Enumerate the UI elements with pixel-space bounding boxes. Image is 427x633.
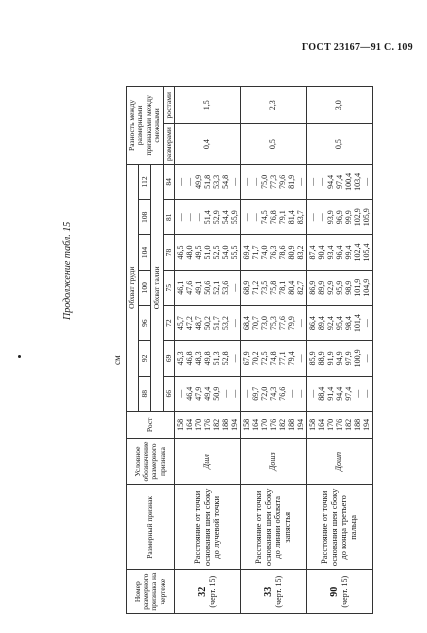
girth-column-value: 75,3: [268, 316, 278, 331]
girth-column-value: —: [361, 389, 371, 398]
girth-column-value: 104,9: [361, 278, 371, 297]
girth-column-value: —: [286, 389, 296, 398]
col-header-designation: Условное обозначение размерного признака: [127, 438, 175, 484]
girth-column: [240, 270, 306, 305]
girth-column-value: 93,9: [325, 210, 335, 225]
girth-column-value: —: [229, 177, 239, 186]
girth-column-value: 46,1: [175, 280, 185, 295]
girth-column-value: 94,4: [325, 174, 335, 189]
girth-column-value: 67,9: [241, 351, 251, 366]
girth-column-value: —: [361, 177, 371, 186]
girth-column-value: 85,9: [307, 351, 317, 366]
girth-column-value: 92,4: [325, 316, 335, 331]
girth-column-value: —: [250, 213, 260, 222]
feature-designation: Дошп: [306, 438, 372, 484]
girth-column-value: 46,8: [184, 351, 194, 366]
col-header-chest-girth: Обхват груди: [127, 164, 139, 411]
unit-label: см: [112, 355, 122, 365]
girth-column-value: 74,0: [259, 245, 269, 260]
girth-column-value: 86,9: [307, 280, 317, 295]
girth-column-value: 48,3: [193, 351, 203, 366]
height-list: [306, 411, 372, 438]
height-list-value: 164: [184, 418, 194, 431]
girth-column-value: 51,3: [211, 351, 221, 366]
girth-column-value: 53,2: [220, 316, 230, 331]
girth-column-value: 91,4: [325, 386, 335, 401]
girth-column-value: 100,9: [352, 349, 362, 368]
girth-column-value: 76,6: [277, 386, 287, 401]
girth-column-value: —: [175, 177, 185, 186]
waist-value: 75: [163, 270, 174, 305]
girth-column-value: —: [295, 319, 305, 328]
girth-column-value: 54,0: [220, 245, 230, 260]
girth-column-value: 100,4: [343, 172, 353, 191]
girth-column-value: 76,8: [268, 210, 278, 225]
feature-designation: Дшл: [174, 438, 240, 484]
girth-column-value: 68,4: [241, 316, 251, 331]
girth-column-value: —: [361, 319, 371, 328]
girth-column-value: 45,3: [175, 351, 185, 366]
girth-column-value: 50,2: [202, 316, 212, 331]
height-list-value: 194: [229, 418, 239, 431]
girth-column: [174, 376, 240, 411]
height-list: [174, 411, 240, 438]
girth-column-value: 52,1: [211, 280, 221, 295]
girth-column: [306, 270, 372, 305]
girth-column-value: 98,9: [343, 280, 353, 295]
girth-column-value: —: [193, 213, 203, 222]
girth-column-value: 101,9: [352, 278, 362, 297]
girth-column-value: 96,4: [334, 245, 344, 260]
girth-column: [306, 341, 372, 376]
girth-column-value: 69,4: [241, 245, 251, 260]
girth-column-value: —: [220, 389, 230, 398]
girth-column-value: 49,8: [202, 351, 212, 366]
feature-number-value: 33: [263, 586, 275, 597]
girth-column-value: 101,4: [352, 314, 362, 333]
girth-column-value: —: [229, 389, 239, 398]
girth-column-value: 47,6: [184, 280, 194, 295]
girth-column-value: 46,4: [184, 386, 194, 401]
feature-number-value: 32: [197, 586, 209, 597]
feature-number: [306, 570, 372, 614]
waist-value: 78: [163, 235, 174, 270]
height-list-value: 176: [334, 418, 344, 431]
girth-column-value: 55,5: [229, 245, 239, 260]
girth-column-value: 105,9: [361, 208, 371, 227]
girth-column-value: 82,7: [295, 280, 305, 295]
difference-size: 0,4: [174, 124, 240, 164]
girth-column: [306, 164, 372, 199]
girth-column-value: 71,2: [250, 280, 260, 295]
table-row: [174, 87, 240, 614]
feature-drawing-ref: (черт. 15): [273, 575, 283, 608]
girth-column-value: 79,9: [286, 316, 296, 331]
girth-column-value: —: [295, 177, 305, 186]
girth-column-value: —: [241, 177, 251, 186]
girth-column-value: 89,9: [316, 280, 326, 295]
girth-column-value: 90,4: [316, 245, 326, 260]
girth-column-value: 51,4: [202, 210, 212, 225]
girth-column-value: 52,8: [220, 351, 230, 366]
girth-column-value: —: [175, 389, 185, 398]
girth-column-value: —: [184, 177, 194, 186]
girth-column-value: 98,4: [343, 316, 353, 331]
girth-column: [174, 270, 240, 305]
col-header-diff-size: размерами: [163, 124, 174, 164]
height-list-value: 194: [361, 418, 371, 431]
girth-column-value: 73,5: [259, 280, 269, 295]
difference-height: 2,3: [240, 87, 306, 124]
girth-column: [240, 200, 306, 235]
girth-column: [174, 305, 240, 340]
girth-column-value: 55,9: [229, 210, 239, 225]
height-list-value: 158: [241, 418, 251, 431]
girth-column-value: —: [295, 354, 305, 363]
table-continuation-title: Продолжение табл. 15: [62, 221, 73, 320]
col-header-number: Номер размерного признака на чертеже: [127, 570, 175, 614]
height-list-value: 164: [250, 418, 260, 431]
girth-column-value: 69,7: [250, 386, 260, 401]
girth-column-value: 52,9: [211, 210, 221, 225]
girth-column-value: 53,3: [211, 174, 221, 189]
waist-value: 69: [163, 341, 174, 376]
girth-column-value: 51,8: [202, 174, 212, 189]
height-list-value: 188: [286, 418, 296, 431]
girth-column-value: 54,8: [220, 174, 230, 189]
girth-column-value: 83,7: [295, 210, 305, 225]
girth-column-value: 71,7: [250, 245, 260, 260]
girth-column-value: 72,0: [259, 386, 269, 401]
girth-column-value: 73,0: [259, 316, 269, 331]
girth-column-value: 50,6: [202, 280, 212, 295]
table-sheet: [60, 80, 400, 620]
girth-column-value: —: [307, 213, 317, 222]
col-header-waist-girth: Обхват талии: [151, 164, 163, 411]
girth-column-value: 54,4: [220, 210, 230, 225]
girth-column-value: 78,1: [277, 280, 287, 295]
girth-column-value: 81,4: [286, 210, 296, 225]
girth-column-value: 80,9: [286, 245, 296, 260]
girth-column-value: 51,7: [211, 316, 221, 331]
feature-name: Расстояние от точки основания шеи сбоку до конца третьего пальца: [306, 485, 372, 570]
girth-column: [174, 164, 240, 199]
girth-column-value: 78,6: [277, 245, 287, 260]
feature-number: [240, 570, 306, 614]
chest-value: 92: [139, 341, 151, 376]
height-list-value: 182: [277, 418, 287, 431]
girth-column-value: 74,5: [259, 210, 269, 225]
girth-column: [240, 164, 306, 199]
height-list-value: 158: [175, 418, 185, 431]
girth-column-value: 49,4: [202, 386, 212, 401]
chest-value: 96: [139, 305, 151, 340]
girth-column-value: 96,9: [334, 210, 344, 225]
girth-column: [240, 341, 306, 376]
girth-column-value: 83,2: [295, 245, 305, 260]
girth-column-value: —: [229, 283, 239, 292]
chest-value: 104: [139, 235, 151, 270]
girth-column-value: 97,4: [343, 386, 353, 401]
girth-column-value: 95,9: [334, 280, 344, 295]
girth-column-value: 92,9: [325, 280, 335, 295]
girth-column-value: 74,8: [268, 351, 278, 366]
girth-column-value: 80,4: [286, 280, 296, 295]
girth-column-value: 91,9: [325, 351, 335, 366]
girth-column: [306, 305, 372, 340]
girth-column-value: 103,4: [352, 172, 362, 191]
girth-column-value: —: [229, 319, 239, 328]
waist-value: 72: [163, 305, 174, 340]
girth-column-value: 81,9: [286, 174, 296, 189]
girth-column-value: —: [241, 389, 251, 398]
girth-column-value: 47,2: [184, 316, 194, 331]
girth-column-value: 70,7: [250, 316, 260, 331]
girth-column: [174, 235, 240, 270]
height-list-value: 182: [211, 418, 221, 431]
girth-column: [174, 200, 240, 235]
waist-value: 81: [163, 200, 174, 235]
difference-height: 3,0: [306, 87, 372, 124]
girth-column: [240, 376, 306, 411]
chest-value: 112: [139, 164, 151, 199]
girth-column-value: 77,6: [277, 316, 287, 331]
girth-column-value: 46,5: [175, 245, 185, 260]
height-list-value: 170: [259, 418, 269, 431]
girth-column-value: —: [316, 213, 326, 222]
girth-column-value: 49,9: [193, 174, 203, 189]
girth-column-value: 86,4: [307, 316, 317, 331]
girth-column-value: 88,4: [316, 386, 326, 401]
feature-drawing-ref: (черт. 15): [339, 575, 349, 608]
girth-column-value: 70,2: [250, 351, 260, 366]
height-list-value: 188: [220, 418, 230, 431]
feature-name: Расстояние от точки основания шеи сбоку до лучевой точки: [174, 485, 240, 570]
girth-column-value: —: [229, 354, 239, 363]
girth-column-value: 105,4: [361, 243, 371, 262]
girth-column: [306, 376, 372, 411]
feature-number-value: 90: [329, 586, 341, 597]
height-list-value: 194: [295, 418, 305, 431]
girth-column-value: 47,9: [193, 386, 203, 401]
girth-column-value: 97,9: [343, 351, 353, 366]
girth-column-value: —: [316, 177, 326, 186]
girth-column-value: 72,5: [259, 351, 269, 366]
girth-column-value: —: [295, 389, 305, 398]
girth-column: [174, 341, 240, 376]
rotated-table-region: [60, 80, 400, 620]
girth-column-value: 48,0: [184, 245, 194, 260]
height-list-value: 170: [193, 418, 203, 431]
girth-column-value: 93,4: [325, 245, 335, 260]
height-list-value: 188: [352, 418, 362, 431]
girth-column-value: 102,9: [352, 208, 362, 227]
girth-column-value: 51,0: [202, 245, 212, 260]
girth-column-value: 74,3: [268, 386, 278, 401]
girth-column-value: 88,9: [316, 351, 326, 366]
table-row: [240, 87, 306, 614]
girth-column-value: 89,4: [316, 316, 326, 331]
girth-column: [240, 305, 306, 340]
margin-mark: [18, 355, 21, 358]
height-list-value: 182: [343, 418, 353, 431]
girth-column-value: 76,3: [268, 245, 278, 260]
girth-column-value: 52,5: [211, 245, 221, 260]
height-list-value: 176: [268, 418, 278, 431]
feature-designation: Дошз: [240, 438, 306, 484]
height-list-value: 164: [316, 418, 326, 431]
girth-column-value: 99,4: [343, 245, 353, 260]
girth-column: [240, 235, 306, 270]
girth-column-value: —: [307, 389, 317, 398]
girth-column-value: 87,4: [307, 245, 317, 260]
table-row: [306, 87, 372, 614]
feature-drawing-ref: (черт. 15): [207, 575, 217, 608]
height-list-value: 158: [307, 418, 317, 431]
height-list-value: 176: [202, 418, 212, 431]
girth-column-value: 75,0: [259, 174, 269, 189]
girth-column-value: —: [241, 213, 251, 222]
girth-column-value: 53,6: [220, 280, 230, 295]
girth-column-value: —: [184, 213, 194, 222]
col-header-difference: Разность между размерными признаками между смежными: [127, 87, 164, 165]
girth-column-value: —: [250, 177, 260, 186]
girth-column: [306, 235, 372, 270]
girth-column-value: 97,4: [334, 174, 344, 189]
girth-column-value: 50,9: [211, 386, 221, 401]
feature-name: Расстояние от точки основания шеи сбоку до линии обхвата запястья: [240, 485, 306, 570]
girth-column-value: 49,1: [193, 280, 203, 295]
height-list-value: 170: [325, 418, 335, 431]
girth-column-value: —: [307, 177, 317, 186]
girth-column-value: 45,7: [175, 316, 185, 331]
difference-size: 0,5: [240, 124, 306, 164]
girth-column-value: 99,9: [343, 210, 353, 225]
page-header: ГОСТ 23167—91 С. 109: [301, 42, 413, 53]
difference-size: 0,5: [306, 124, 372, 164]
girth-column-value: 48,7: [193, 316, 203, 331]
chest-value: 100: [139, 270, 151, 305]
girth-column-value: 94,4: [334, 386, 344, 401]
feature-number: [174, 570, 240, 614]
col-header-diff-height: ростами: [163, 87, 174, 124]
girth-column-value: 94,9: [334, 351, 344, 366]
girth-column-value: 77,1: [277, 351, 287, 366]
girth-column-value: —: [361, 354, 371, 363]
girth-column-value: 68,9: [241, 280, 251, 295]
chest-value: 108: [139, 200, 151, 235]
difference-height: 1,5: [174, 87, 240, 124]
girth-column-value: 79,6: [277, 174, 287, 189]
waist-value: 66: [163, 376, 174, 411]
girth-column-value: 79,4: [286, 351, 296, 366]
height-list: [240, 411, 306, 438]
measurement-table: [126, 86, 373, 614]
waist-value: 84: [163, 164, 174, 199]
girth-column-value: 79,1: [277, 210, 287, 225]
girth-column-value: 95,4: [334, 316, 344, 331]
col-header-name: Размерный признак: [127, 485, 175, 570]
girth-column-value: 77,3: [268, 174, 278, 189]
girth-column-value: 75,8: [268, 280, 278, 295]
chest-value: 88: [139, 376, 151, 411]
girth-column-value: —: [175, 213, 185, 222]
girth-column-value: —: [352, 389, 362, 398]
girth-column-value: 49,5: [193, 245, 203, 260]
girth-column: [306, 200, 372, 235]
girth-column-value: 102,4: [352, 243, 362, 262]
col-header-height: Рост: [127, 411, 175, 438]
